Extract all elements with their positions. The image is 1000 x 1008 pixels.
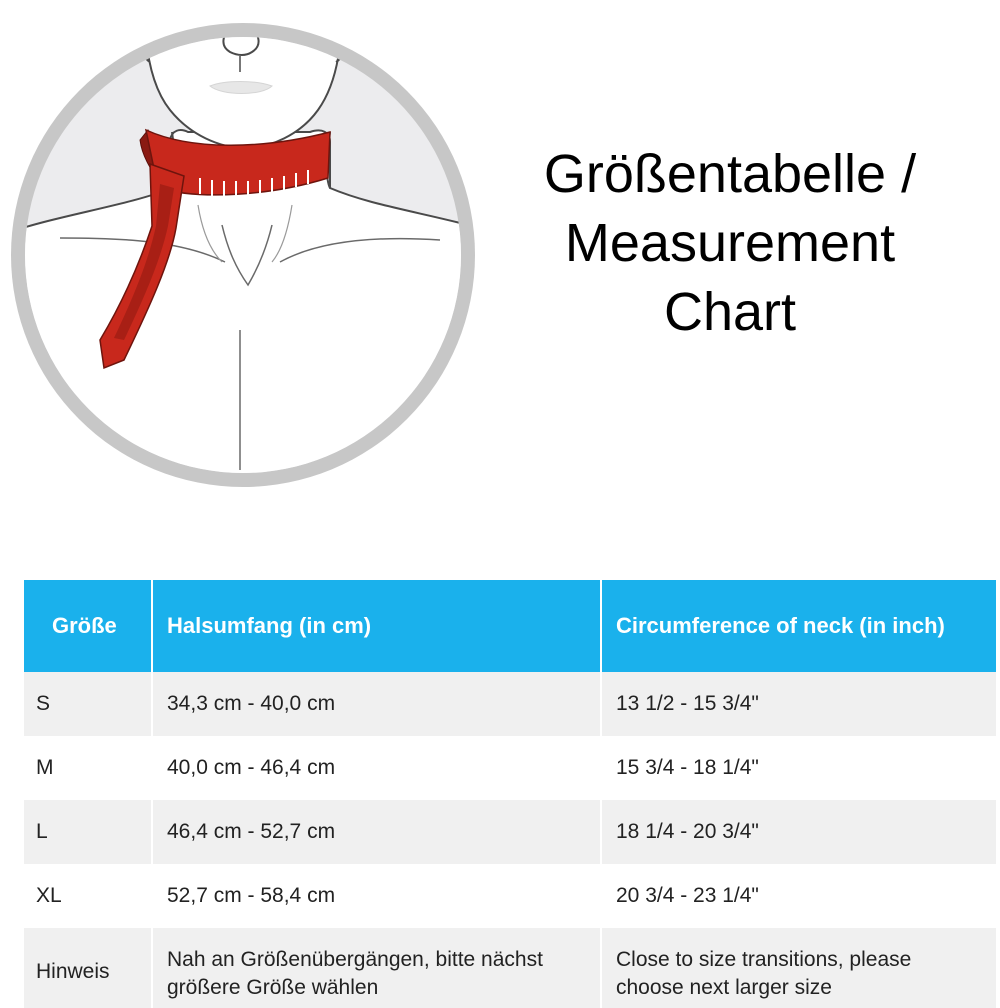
title-line-2: Measurement (564, 213, 896, 273)
title-line-1: Größentabelle / (543, 144, 917, 204)
note-row (24, 928, 996, 1008)
note-german: Nah an Größenübergängen, bitte nächst größere Größe wählen (152, 928, 601, 1008)
table-row (24, 736, 996, 800)
header-neck-inch: Circumference of neck (in inch) (601, 580, 996, 672)
table-row (24, 864, 996, 928)
cm-cell: 34,3 cm - 40,0 cm (152, 672, 601, 736)
note-label: Hinweis (24, 928, 152, 1008)
size-cell: S (24, 672, 152, 736)
inch-cell: 13 1/2 - 15 3/4" (601, 672, 996, 736)
table-row (24, 672, 996, 736)
inch-cell: 20 3/4 - 23 1/4" (601, 864, 996, 928)
header-neck-cm: Halsumfang (in cm) (152, 580, 601, 672)
page-title (500, 140, 960, 347)
neck-measurement-illustration (0, 0, 500, 520)
size-cell: XL (24, 864, 152, 928)
size-cell: L (24, 800, 152, 864)
size-cell: M (24, 736, 152, 800)
size-table (24, 580, 996, 1008)
title-line-3: Chart (663, 282, 797, 342)
table-header-row (24, 580, 996, 672)
header-size: Größe (24, 580, 152, 672)
cm-cell: 52,7 cm - 58,4 cm (152, 864, 601, 928)
note-english: Close to size transitions, please choose next larger size (601, 928, 996, 1008)
cm-cell: 40,0 cm - 46,4 cm (152, 736, 601, 800)
cm-cell: 46,4 cm - 52,7 cm (152, 800, 601, 864)
inch-cell: 18 1/4 - 20 3/4" (601, 800, 996, 864)
inch-cell: 15 3/4 - 18 1/4" (601, 736, 996, 800)
table-row (24, 800, 996, 864)
figure-outline (10, 0, 480, 520)
